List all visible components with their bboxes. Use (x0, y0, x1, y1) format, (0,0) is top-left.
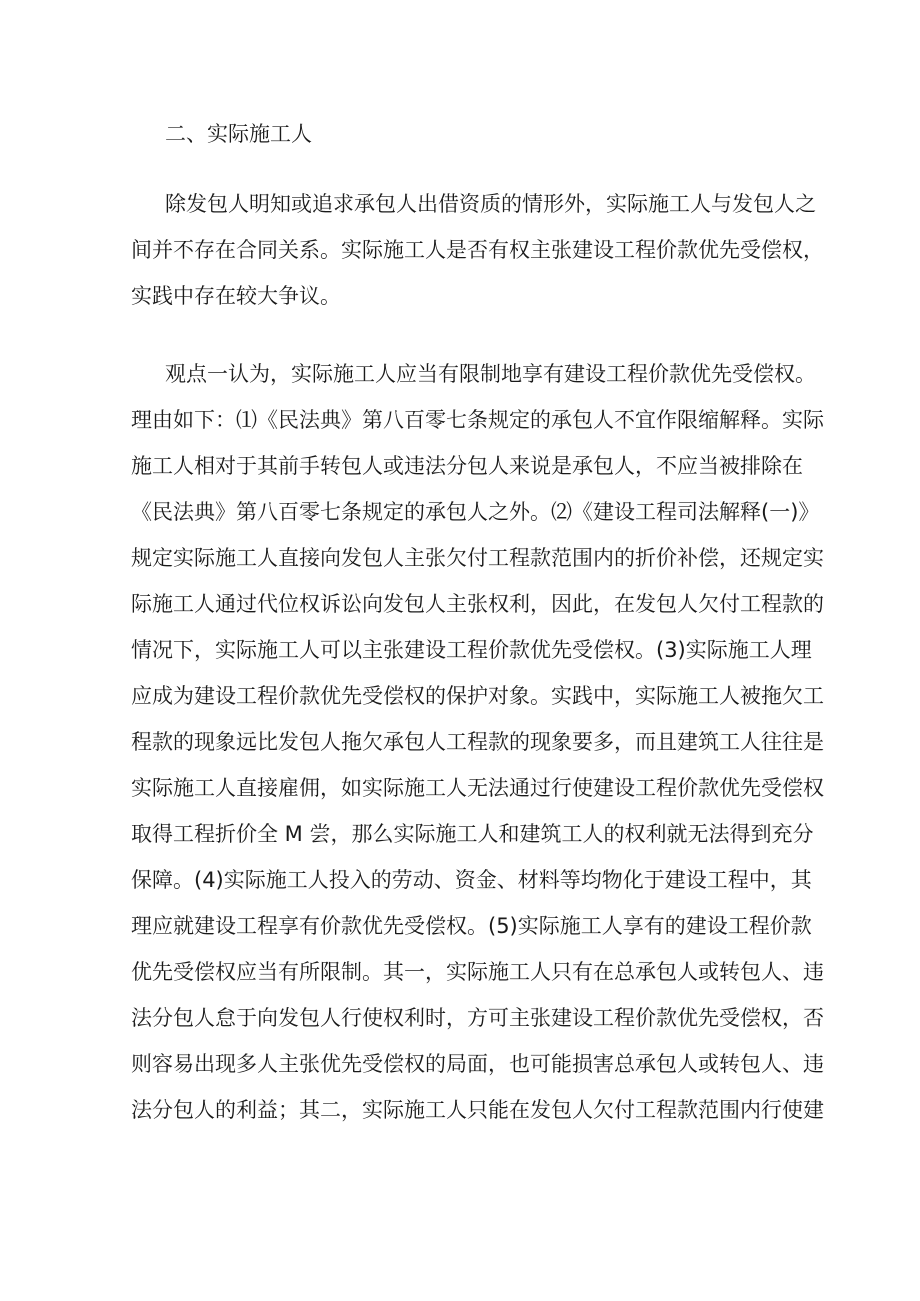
text-line: 规定实际施工人直接向发包人主张欠付工程款范围内的折价补偿，还规定实 (131, 546, 824, 570)
text-line: 情况下，实际施工人可以主张建设工程价款优先受偿权。(3)实际施工人理 (131, 638, 812, 662)
section-heading: 二、实际施工人 (165, 122, 312, 146)
paragraph-2 (131, 351, 824, 1133)
text-line: 观点一认为，实际施工人应当有限制地享有建设工程价款优先受偿权。 (165, 362, 816, 386)
text-line: 间并不存在合同关系。实际施工人是否有权主张建设工程价款优先受偿权， (131, 238, 824, 262)
text-line: 除发包人明知或追求承包人出借资质的情形外，实际施工人与发包人之 (165, 192, 816, 216)
text-line: 理由如下：⑴《民法典》第八百零七条规定的承包人不宜作限缩解释。实际 (131, 408, 824, 432)
text-line: 施工人相对于其前手转包人或违法分包人来说是承包人，不应当被排除在 (131, 454, 803, 478)
text-line: 法分包人怠于向发包人行使权利时，方可主张建设工程价款优先受偿权，否 (131, 1006, 824, 1030)
text-line: 实际施工人直接雇佣，如实际施工人无法通过行使建设工程价款优先受偿权 (131, 776, 824, 800)
text-line: 取得工程折价全 M 尝，那么实际施工人和建筑工人的权利就无法得到充分 (131, 822, 814, 846)
paragraph-1 (131, 181, 824, 319)
text-line: 际施工人通过代位权诉讼向发包人主张权利，因此，在发包人欠付工程款的 (131, 592, 824, 616)
text-line: 保障。(4)实际施工人投入的劳动、资金、材料等均物化于建设工程中，其 (131, 868, 812, 892)
text-line: 法分包人的利益；其二，实际施工人只能在发包人欠付工程款范围内行使建 (131, 1098, 824, 1122)
text-line: 应成为建设工程价款优先受偿权的保护对象。实践中，实际施工人被拖欠工 (131, 684, 824, 708)
text-line: 《民法典》第八百零七条规定的承包人之外。⑵《建设工程司法解释(一)》 (131, 500, 820, 524)
text-line: 则容易出现多人主张优先受偿权的局面，也可能损害总承包人或转包人、违 (131, 1052, 824, 1076)
text-line: 优先受偿权应当有所限制。其一，实际施工人只有在总承包人或转包人、违 (131, 960, 824, 984)
text-line: 理应就建设工程享有价款优先受偿权。(5)实际施工人享有的建设工程价款 (131, 914, 812, 938)
text-line: 实践中存在较大争议。 (131, 284, 341, 308)
text-line: 程款的现象远比发包人拖欠承包人工程款的现象要多，而且建筑工人往往是 (131, 730, 824, 754)
